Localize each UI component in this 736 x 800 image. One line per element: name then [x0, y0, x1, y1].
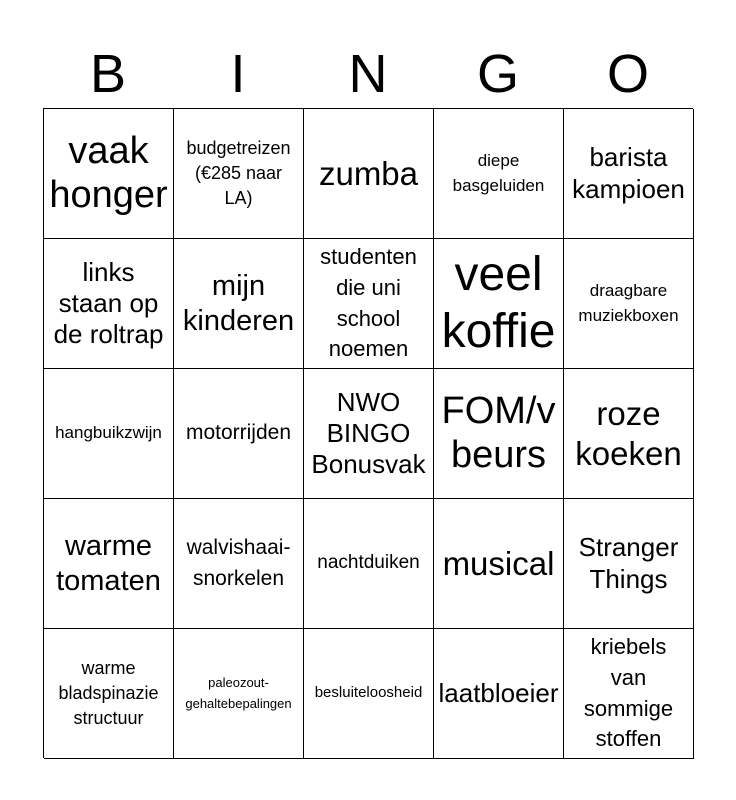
bingo-cell-r5c3[interactable]: besluiteloosheid	[304, 629, 434, 759]
bingo-cell-r4c4[interactable]: musical	[434, 499, 564, 629]
bingo-cell-r4c1[interactable]: warme tomaten	[44, 499, 174, 629]
header-letter-g: G	[476, 44, 519, 104]
header-letter-i: I	[230, 44, 246, 104]
bingo-cell-r2c2[interactable]: mijn kinderen	[174, 239, 304, 369]
bingo-cell-r4c3[interactable]: nachtduiken	[304, 499, 434, 629]
bingo-cell-r5c4[interactable]: laatbloeier	[434, 629, 564, 759]
bingo-cell-r5c2[interactable]: paleozout- gehaltebepalingen	[174, 629, 304, 759]
header-letter-n: N	[348, 44, 388, 104]
bingo-cell-r1c4[interactable]: diepe basgeluiden	[434, 109, 564, 239]
bingo-cell-r2c1[interactable]: links staan op de roltrap	[44, 239, 174, 369]
bingo-cell-r3c2[interactable]: motorrijden	[174, 369, 304, 499]
bingo-cell-r3c1[interactable]: hangbuikzwijn	[44, 369, 174, 499]
bingo-cell-r1c3[interactable]: zumba	[304, 109, 434, 239]
bingo-cell-r4c5[interactable]: Stranger Things	[564, 499, 694, 629]
bingo-card-grid	[43, 108, 693, 758]
bingo-cell-r3c4[interactable]: FOM/v beurs	[434, 369, 564, 499]
bingo-cell-r2c4[interactable]: veel koffie	[434, 239, 564, 369]
bingo-cell-r5c1[interactable]: warme bladspinazie structuur	[44, 629, 174, 759]
header-letter-b: B	[89, 44, 127, 104]
bingo-cell-r1c5[interactable]: barista kampioen	[564, 109, 694, 239]
bingo-cell-r1c2[interactable]: budgetreizen (€285 naar LA)	[174, 109, 304, 239]
bingo-header	[43, 40, 693, 108]
header-letter-o: O	[606, 44, 649, 104]
bingo-cell-r1c1[interactable]: vaak honger	[44, 109, 174, 239]
bingo-cell-r4c2[interactable]: walvishaai- snorkelen	[174, 499, 304, 629]
bingo-cell-r5c5[interactable]: kriebels van sommige stoffen	[564, 629, 694, 759]
bingo-cell-r3c5[interactable]: roze koeken	[564, 369, 694, 499]
bingo-cell-r3c3[interactable]: NWO BINGO Bonusvak	[304, 369, 434, 499]
bingo-cell-r2c5[interactable]: draagbare muziekboxen	[564, 239, 694, 369]
bingo-cell-r2c3[interactable]: studenten die uni school noemen	[304, 239, 434, 369]
